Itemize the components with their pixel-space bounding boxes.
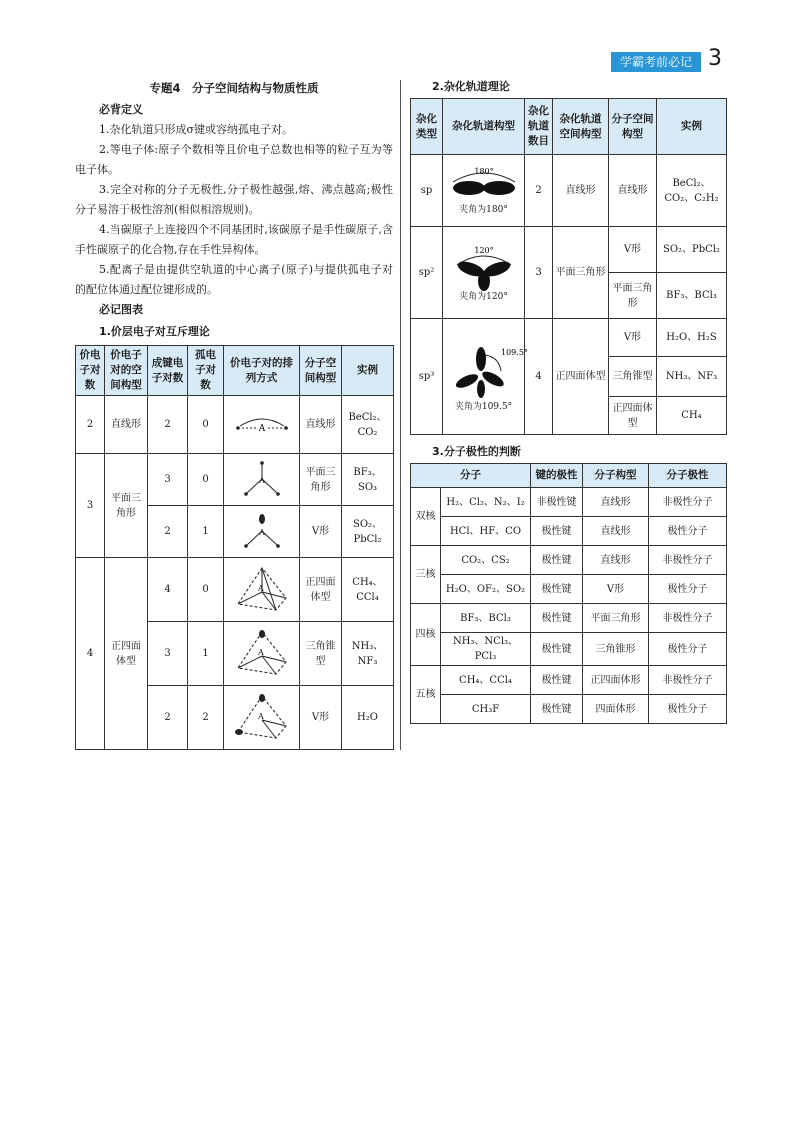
trigonal-arrangement-diagram <box>224 454 300 506</box>
linear-arrangement-diagram <box>224 396 300 454</box>
table-row <box>411 546 727 575</box>
cell: 平面三角形 <box>300 454 342 506</box>
header-cell: 价电子对的排列方式 <box>224 346 300 396</box>
cell: 双核 <box>411 488 441 546</box>
cell: H₂、Cl₂、N₂、I₂ <box>441 488 531 517</box>
cell: sp³ <box>411 319 443 435</box>
table-row <box>411 633 727 666</box>
angle-caption: 夹角为120° <box>459 291 508 302</box>
table-row <box>76 558 394 622</box>
cell: 极性键 <box>531 517 583 546</box>
table-row <box>411 695 727 724</box>
cell: CO₂、CS₂ <box>441 546 531 575</box>
cell: 四核 <box>411 604 441 666</box>
cell: 平面三角形 <box>105 454 148 558</box>
angle-caption: 夹角为180° <box>459 204 508 215</box>
cell: CH₄ <box>657 397 727 435</box>
definition: 2.等电子体:原子个数相等且价电子总数也相等的粒子互为等电子体。 <box>75 143 393 176</box>
table-row <box>411 155 727 227</box>
tetrahedral-arrangement-diagram <box>224 558 300 622</box>
cell: 直线形 <box>583 546 649 575</box>
definition: 3.完全对称的分子无极性,分子极性越强,熔、沸点越高;极性分子易溶于极性溶剂(相似相溶规则)。 <box>75 183 393 216</box>
bent-tetrahedral-arrangement-diagram <box>224 686 300 750</box>
table-row <box>411 666 727 695</box>
angle-label: 109.5° <box>501 347 528 357</box>
table-row <box>76 396 394 454</box>
cell: 直线形 <box>583 517 649 546</box>
cell: 3 <box>148 454 188 506</box>
angle-label: 180° <box>474 166 494 176</box>
cell: V形 <box>300 686 342 750</box>
cell: SO₂、PbCl₂ <box>657 227 727 273</box>
cell: 极性键 <box>531 695 583 724</box>
definition: 1.杂化轨道只形成σ键或容纳孤电子对。 <box>99 123 294 136</box>
cell: sp <box>411 155 443 227</box>
cell: 1 <box>188 622 224 686</box>
cell: 3 <box>525 227 553 319</box>
header-cell: 价电子对的空间构型 <box>105 346 148 396</box>
cell: 正四面体型 <box>609 397 657 435</box>
cell: 极性键 <box>531 575 583 604</box>
cell: HCl、HF、CO <box>441 517 531 546</box>
cell: 2 <box>148 686 188 750</box>
bent-arrangement-diagram <box>224 506 300 558</box>
cell: CH₄、CCl₄ <box>342 558 394 622</box>
cell: 直线形 <box>300 396 342 454</box>
table-row <box>76 454 394 506</box>
cell: H₂O、H₂S <box>657 319 727 357</box>
charts-heading: 必记图表 <box>99 303 143 316</box>
cell: 极性键 <box>531 546 583 575</box>
header-cell: 杂化轨道构型 <box>443 99 525 155</box>
defs-heading: 必背定义 <box>99 103 143 116</box>
cell: V形 <box>583 575 649 604</box>
cell: V形 <box>609 227 657 273</box>
sp3-orbital-diagram <box>443 319 528 435</box>
cell: sp² <box>411 227 443 319</box>
cell: 极性分子 <box>649 517 727 546</box>
cell: 非极性分子 <box>649 666 727 695</box>
atom-label: A <box>257 647 264 657</box>
cell: 三核 <box>411 546 441 604</box>
cell: 2 <box>148 396 188 454</box>
cell: 四面体形 <box>583 695 649 724</box>
cell: 极性键 <box>531 604 583 633</box>
cell: 3 <box>148 622 188 686</box>
cell: NH₃、NF₃ <box>342 622 394 686</box>
cell: SO₂、PbCl₂ <box>342 506 394 558</box>
cell: BF₃、BCl₃ <box>441 604 531 633</box>
cell: 直线形 <box>609 155 657 227</box>
atom-label: A <box>258 423 265 434</box>
cell: 2 <box>188 686 224 750</box>
cell: 极性分子 <box>649 575 727 604</box>
cell: 非极性分子 <box>649 488 727 517</box>
hybrid-orbital-table <box>410 98 727 435</box>
atom-label: A <box>258 475 265 485</box>
cell: CH₄、CCl₄ <box>441 666 531 695</box>
table1-title: 1.价层电子对互斥理论 <box>99 325 210 338</box>
right-column <box>410 78 726 724</box>
header-cell: 杂化轨道空间构型 <box>553 99 609 155</box>
cell: H₂O <box>342 686 394 750</box>
header-cell: 键的极性 <box>531 464 583 488</box>
cell: 2 <box>148 506 188 558</box>
table-row <box>411 517 727 546</box>
table2-title: 2.杂化轨道理论 <box>432 80 510 93</box>
cell: 三角锥型 <box>609 357 657 397</box>
cell: 0 <box>188 454 224 506</box>
left-column <box>75 78 393 750</box>
cell: 非极性分子 <box>649 546 727 575</box>
header-cell: 分子空间构型 <box>609 99 657 155</box>
cell: 0 <box>188 396 224 454</box>
cell: BF₃、BCl₃ <box>657 273 727 319</box>
cell: BF₃、SO₃ <box>342 454 394 506</box>
table-row <box>411 319 727 357</box>
cell: 非极性分子 <box>649 604 727 633</box>
sp2-orbital-diagram <box>443 227 525 319</box>
header-cell: 实例 <box>342 346 394 396</box>
cell: BeCl₂、CO₂ <box>342 396 394 454</box>
atom-label: A <box>257 711 264 721</box>
header-cell: 分子极性 <box>649 464 727 488</box>
cell: 极性键 <box>531 666 583 695</box>
cell: 平面三角形 <box>583 604 649 633</box>
table-row <box>411 488 727 517</box>
cell: 平面三角形 <box>553 227 609 319</box>
cell: 4 <box>525 319 553 435</box>
table3-title: 3.分子极性的判断 <box>432 445 521 458</box>
table-row <box>411 575 727 604</box>
cell: 极性键 <box>531 633 583 666</box>
angle-caption: 夹角为109.5° <box>454 401 513 412</box>
pyramidal-arrangement-diagram <box>224 622 300 686</box>
cell: H₂O、OF₂、SO₂ <box>441 575 531 604</box>
header-cell: 杂化轨道数目 <box>525 99 553 155</box>
cell: 三角锥型 <box>300 622 342 686</box>
cell: 4 <box>76 558 105 750</box>
cell: 2 <box>525 155 553 227</box>
header-cell: 分子 <box>411 464 531 488</box>
header-cell: 实例 <box>657 99 727 155</box>
table-row <box>411 227 727 273</box>
cell: 1 <box>188 506 224 558</box>
table-row <box>411 604 727 633</box>
cell: 平面三角形 <box>609 273 657 319</box>
header-badge: 学霸考前必记 <box>611 52 701 72</box>
cell: 0 <box>188 558 224 622</box>
header-cell: 杂化类型 <box>411 99 443 155</box>
topic-title: 专题4 分子空间结构与物质性质 <box>149 81 319 95</box>
cell: NH₃、NF₃ <box>657 357 727 397</box>
cell: V形 <box>300 506 342 558</box>
cell: 直线形 <box>105 396 148 454</box>
cell: BeCl₂、CO₂、C₂H₂ <box>657 155 727 227</box>
cell: V形 <box>609 319 657 357</box>
atom-label: A <box>258 527 265 537</box>
definition: 4.当碳原子上连接四个不同基团时,该碳原子是手性碳原子,含手性碳原子的化合物,存在手性异构体。 <box>75 223 393 256</box>
cell: 正四面体型 <box>105 558 148 750</box>
cell: 正四面体形 <box>583 666 649 695</box>
cell: 三角锥形 <box>583 633 649 666</box>
header-cell: 成键电子对数 <box>148 346 188 396</box>
cell: 2 <box>76 396 105 454</box>
header-cell: 价电子对数 <box>76 346 105 396</box>
cell: 正四面体型 <box>300 558 342 622</box>
polarity-table <box>410 463 727 724</box>
cell: 五核 <box>411 666 441 724</box>
atom-label: A <box>257 583 264 593</box>
cell: 极性分子 <box>649 695 727 724</box>
cell: 正四面体型 <box>553 319 609 435</box>
cell: CH₃F <box>441 695 531 724</box>
sp-orbital-diagram <box>443 155 525 227</box>
cell: 非极性键 <box>531 488 583 517</box>
cell: 直线形 <box>583 488 649 517</box>
cell: 直线形 <box>553 155 609 227</box>
page-number: 3 <box>708 46 722 71</box>
angle-label: 120° <box>474 245 494 255</box>
column-divider <box>400 80 401 750</box>
vsepr-table <box>75 345 394 750</box>
header-cell: 孤电子对数 <box>188 346 224 396</box>
header-cell: 分子构型 <box>583 464 649 488</box>
definition: 5.配离子是由提供空轨道的中心离子(原子)与提供孤电子对的配位体通过配位键形成的。 <box>75 263 393 296</box>
cell: 4 <box>148 558 188 622</box>
cell: 极性分子 <box>649 633 727 666</box>
cell: 3 <box>76 454 105 558</box>
cell: NH₃、NCl₃、PCl₃ <box>441 633 531 666</box>
header-cell: 分子空间构型 <box>300 346 342 396</box>
